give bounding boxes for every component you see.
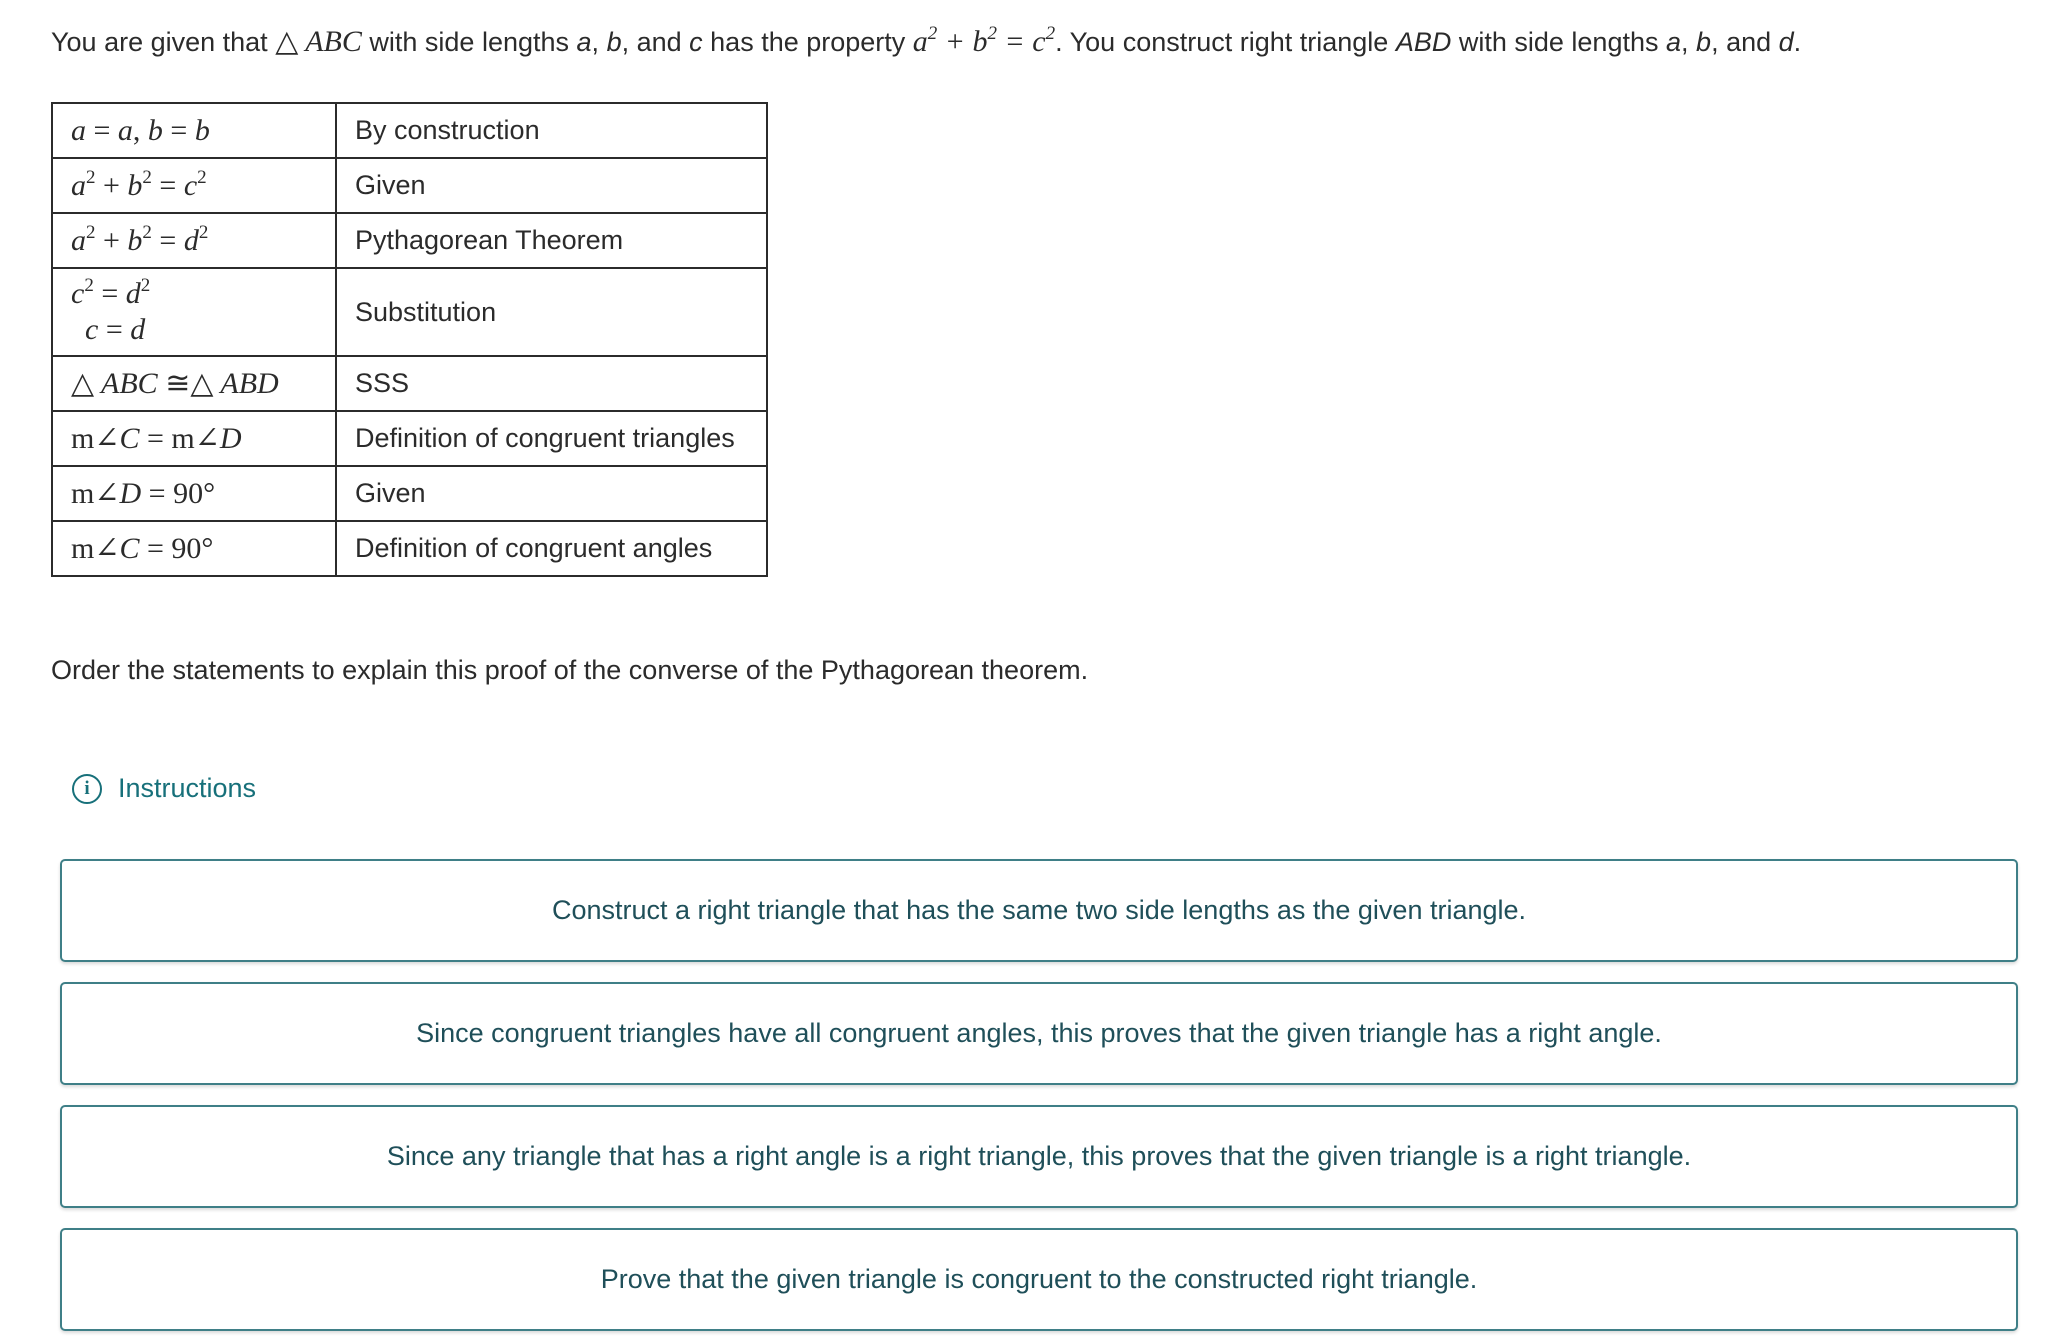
eq-a: a bbox=[912, 25, 928, 58]
angle-measure: m∠ bbox=[71, 532, 120, 565]
statement-cell bbox=[52, 268, 336, 356]
triangle-symbol: △ bbox=[71, 366, 95, 401]
stmt-value: 90° bbox=[173, 477, 216, 510]
stmt-op: = bbox=[151, 168, 184, 202]
stmt-var: b bbox=[194, 113, 210, 147]
triangle-abc-name: ABC bbox=[298, 25, 362, 58]
stmt-var: b bbox=[127, 223, 143, 257]
angle-measure: m∠ bbox=[71, 477, 120, 510]
draggable-statement-card[interactable]: Prove that the given triangle is congruent to the constructed right triangle. bbox=[60, 1228, 2018, 1331]
eq-c: c bbox=[1032, 25, 1046, 58]
congruent-symbol: ≅ bbox=[157, 367, 191, 400]
reason-cell: Substitution bbox=[336, 268, 767, 356]
stmt-exponent: 2 bbox=[140, 275, 151, 296]
stmt-var: b bbox=[127, 168, 143, 202]
statement-cell bbox=[52, 521, 336, 576]
triangle-symbol: △ bbox=[275, 24, 299, 59]
statement-cell bbox=[52, 466, 336, 521]
reason-cell: Definition of congruent triangles bbox=[336, 411, 767, 466]
prompt-text: with side lengths bbox=[361, 27, 577, 57]
eq-exponent: 2 bbox=[927, 23, 938, 44]
eq-equals: = bbox=[997, 25, 1033, 58]
stmt-exponent: 2 bbox=[198, 221, 209, 243]
proof-row-1 bbox=[52, 103, 767, 158]
angle-measure: m∠ bbox=[171, 422, 220, 455]
reason-cell: By construction bbox=[336, 103, 767, 158]
instructions-link[interactable] bbox=[72, 773, 256, 804]
stmt-var: ABD bbox=[213, 367, 279, 400]
stmt-exponent: 2 bbox=[84, 275, 94, 296]
stmt-var: d bbox=[125, 277, 141, 310]
property-equation bbox=[913, 25, 1055, 58]
var-a: a bbox=[576, 27, 592, 57]
prompt-text: You are given that bbox=[51, 27, 276, 57]
eq-exponent: 2 bbox=[1045, 23, 1056, 44]
stmt-exponent: 2 bbox=[142, 166, 152, 188]
stmt-var: D bbox=[119, 477, 142, 510]
proof-table bbox=[51, 102, 768, 577]
statement-cell bbox=[52, 158, 336, 213]
proof-row-3 bbox=[52, 213, 767, 268]
statement-cell bbox=[52, 103, 336, 158]
reason-cell: Given bbox=[336, 158, 767, 213]
stmt-var: d bbox=[183, 223, 199, 257]
stmt-op: + bbox=[95, 223, 128, 257]
stmt-var: C bbox=[119, 422, 140, 455]
reason-cell: Definition of congruent angles bbox=[336, 521, 767, 576]
proof-row-6 bbox=[52, 411, 767, 466]
stmt-var: d bbox=[130, 313, 146, 346]
triangle-abd-name: ABD bbox=[1395, 27, 1452, 57]
stmt-var: C bbox=[119, 532, 140, 565]
draggable-statement-card[interactable]: Since congruent triangles have all congruent angles, this proves that the given triangle has a right angle. bbox=[60, 982, 2018, 1085]
prompt-text: , and bbox=[621, 27, 690, 57]
statement-cell bbox=[52, 213, 336, 268]
stmt-line bbox=[71, 312, 317, 348]
prompt-text: , and bbox=[1711, 27, 1779, 57]
prompt-text: . You construct right triangle bbox=[1055, 27, 1396, 57]
statement-cell bbox=[52, 411, 336, 466]
prompt-text: with side lengths bbox=[1451, 27, 1666, 57]
stmt-op: = bbox=[139, 532, 172, 565]
stmt-var: a bbox=[71, 223, 86, 257]
reason-cell: SSS bbox=[336, 356, 767, 411]
stmt-value: 90° bbox=[171, 532, 214, 565]
proof-row-7 bbox=[52, 466, 767, 521]
triangle-symbol: △ bbox=[190, 366, 214, 401]
stmt-var: c bbox=[183, 168, 198, 202]
statement-cell bbox=[52, 356, 336, 411]
stmt-op: = bbox=[98, 313, 131, 346]
stmt-op: + bbox=[95, 168, 128, 202]
stmt-exponent: 2 bbox=[86, 166, 96, 188]
stmt-exponent: 2 bbox=[86, 221, 96, 243]
instructions-label: Instructions bbox=[118, 773, 257, 803]
prompt-text: , bbox=[1681, 27, 1697, 57]
stmt-var: c bbox=[85, 313, 99, 346]
prompt-text: . bbox=[1793, 27, 1802, 57]
var-d: d bbox=[1778, 27, 1794, 57]
stmt-exponent: 2 bbox=[197, 166, 207, 188]
proof-row-5 bbox=[52, 356, 767, 411]
var-b: b bbox=[1696, 27, 1712, 57]
stmt-op: , bbox=[132, 113, 148, 147]
proof-row-2 bbox=[52, 158, 767, 213]
stmt-var: c bbox=[71, 277, 85, 310]
stmt-var: a bbox=[71, 113, 86, 147]
stmt-op: = bbox=[162, 113, 195, 147]
stmt-op: = bbox=[86, 113, 118, 147]
eq-plus: + bbox=[937, 25, 973, 58]
stmt-var: a bbox=[71, 168, 86, 202]
prompt-text: has the property bbox=[702, 27, 913, 57]
draggable-statement-card[interactable]: Since any triangle that has a right angle is a right triangle, this proves that the given triangle is a right triangle. bbox=[60, 1105, 2018, 1208]
stmt-op: = bbox=[93, 277, 126, 310]
eq-exponent: 2 bbox=[987, 23, 998, 44]
stmt-var: a bbox=[117, 113, 133, 147]
stmt-op: = bbox=[139, 422, 172, 455]
eq-b: b bbox=[972, 25, 988, 58]
stmt-var: ABC bbox=[94, 367, 158, 400]
reason-cell: Pythagorean Theorem bbox=[336, 213, 767, 268]
prompt-text: , bbox=[591, 27, 607, 57]
stmt-exponent: 2 bbox=[142, 221, 152, 243]
stmt-op: = bbox=[151, 223, 184, 257]
proof-row-4 bbox=[52, 268, 767, 356]
draggable-statement-card[interactable]: Construct a right triangle that has the same two side lengths as the given triangle. bbox=[60, 859, 2018, 962]
stmt-var: b bbox=[147, 113, 163, 147]
order-prompt: Order the statements to explain this proof of the converse of the Pythagorean theorem. bbox=[51, 655, 1089, 685]
proof-row-8 bbox=[52, 521, 767, 576]
problem-statement bbox=[51, 22, 2011, 62]
angle-measure: m∠ bbox=[71, 422, 120, 455]
var-b: b bbox=[606, 27, 622, 57]
stmt-line bbox=[71, 276, 317, 312]
reason-cell: Given bbox=[336, 466, 767, 521]
stmt-op: = bbox=[141, 477, 174, 510]
var-c: c bbox=[689, 27, 703, 57]
info-icon: i bbox=[72, 774, 102, 804]
var-a: a bbox=[1665, 27, 1682, 57]
stmt-var: D bbox=[219, 422, 242, 455]
